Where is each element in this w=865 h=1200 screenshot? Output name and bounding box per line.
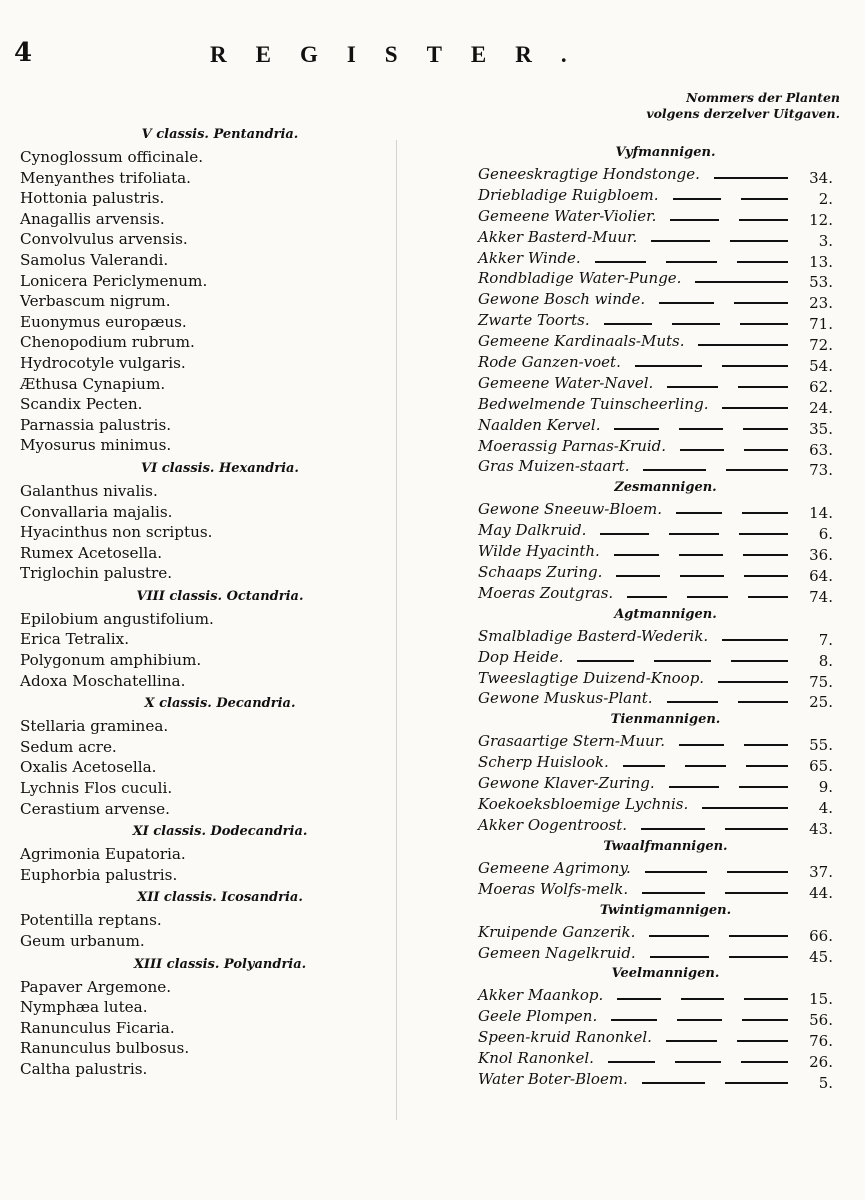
plant-latin-name: Geum urbanum. [20,932,145,950]
plant-dutch-name: Gemeene Agrimony. [478,858,631,877]
edition-number: 34. [809,169,833,187]
register-entry [478,562,853,586]
leader-dash [725,892,788,894]
leader-dash [698,344,788,346]
leader-dash [737,1040,788,1042]
class-heading: VI classis. Hexandria. [141,460,299,476]
leader-dash [729,935,789,937]
leader-dash [681,998,725,1000]
plant-latin-name: Lonicera Periclymenum. [20,271,208,290]
dutch-names-column [478,142,853,1090]
edition-number: 72. [809,336,833,355]
leader-dash [744,575,788,577]
plant-dutch-name: Akker Winde. [478,248,581,267]
section-heading: Tienmannigen. [610,712,721,728]
edition-number: 15. [809,990,833,1009]
leader-dash [673,198,721,200]
edition-number: 65. [809,757,833,776]
register-entry [478,626,853,647]
edition-number: 25. [809,693,833,712]
edition-number: 55. [809,736,833,755]
plant-latin-name: Æthusa Cynapium. [20,374,166,393]
plant-latin-name: Triglochin palustre. [20,564,173,583]
section-heading: Vyfmannigen. [615,145,716,160]
leader-dash [617,998,661,1000]
leader-dash [679,554,724,556]
plant-dutch-name: Knol Ranonkel. [478,1049,594,1068]
plant-dutch-name: Gemeene Water-Navel. [478,373,654,392]
register-entry [478,289,853,313]
register-entry [478,206,853,227]
leader-dash [659,302,714,304]
leader-dash [739,219,788,221]
leader-dash [669,533,718,535]
leader-dash [729,956,788,958]
class-heading: VIII classis. Octandria. [136,588,304,604]
plant-latin-name: Cerastium arvense. [20,799,170,818]
leader-dash [641,828,705,830]
plant-dutch-name: Scherp Huislook. [478,753,609,772]
leader-dash [742,1019,788,1021]
leader-dash [734,302,789,304]
leader-dash [651,240,710,242]
leader-dash [737,261,788,263]
plant-dutch-name: Zwarte Toorts. [478,311,590,330]
edition-number: 13. [809,252,833,271]
plant-latin-name: Convallaria majalis. [20,502,173,521]
edition-number: 71. [809,315,833,334]
leader-dash [577,660,634,662]
register-entry [478,499,853,523]
plant-latin-name: Adoxa Moschatellina. [20,671,186,690]
leader-dash [725,828,789,830]
leader-dash [649,935,709,937]
edition-number: 74. [809,587,833,606]
plant-dutch-name: Koekoeksbloemige Lychnis. [478,795,689,814]
register-entry [478,1006,853,1030]
register-entry [478,647,853,668]
edition-number: 45. [809,947,833,966]
section-heading: Twaalfmannigen. [603,838,728,854]
plant-dutch-name: Gewone Bosch winde. [478,290,646,309]
edition-number: 44. [809,883,833,902]
plant-dutch-name: Gemeene Water-Violier. [478,206,657,225]
leader-dash [627,596,667,598]
section-heading: Zesmannigen. [614,480,717,496]
register-entry [478,164,853,185]
plant-latin-name: Agrimonia Eupatoria. [20,845,186,864]
edition-number: 26. [809,1053,833,1072]
plant-latin-name: Oxalis Acetosella. [20,758,157,777]
class-heading: XI classis. Dodecandria. [132,824,308,840]
register-entry [478,541,853,565]
plant-dutch-name: Speen-kruid Ranonkel. [478,1028,652,1047]
register-entry [478,922,853,943]
leader-dash [669,786,719,788]
plant-latin-name: Cynoglossum officinale. [20,148,204,166]
register-entry [478,185,853,206]
leader-dash [739,786,789,788]
plant-dutch-name: Rode Ganzen-voet. [478,353,621,372]
register-entry [478,1048,853,1072]
class-heading: XII classis. Icosandria. [137,890,303,906]
leader-dash [616,575,660,577]
plant-latin-name: Chenopodium rubrum. [20,333,195,352]
leader-dash [702,807,788,809]
edition-number: 5. [818,1073,833,1092]
leader-dash [741,198,789,200]
plant-dutch-name: Naalden Kervel. [478,415,601,434]
leader-dash [666,261,717,263]
register-entry [478,248,853,269]
register-entry [478,331,853,355]
edition-number: 43. [809,819,833,838]
leader-dash [635,365,702,367]
plant-dutch-name: Gras Muizen-staart. [478,457,630,476]
leader-dash [741,1061,788,1063]
plant-latin-name: Hyacinthus non scriptus. [20,523,213,542]
plant-latin-name: Euonymus europæus. [20,312,187,331]
plant-latin-name: Ranunculus bulbosus. [20,1039,190,1058]
edition-number: 75. [809,672,833,691]
register-entry [478,1027,853,1051]
leader-dash [722,365,789,367]
register-entry [478,394,853,415]
class-heading: X classis. Decandria. [144,696,296,712]
edition-number: 3. [818,231,833,250]
leader-dash [744,449,788,451]
page-number: 4 [14,38,33,68]
plant-dutch-name: Gewone Muskus-Plant. [478,689,653,708]
class-heading: V classis. Pentandria. [141,127,299,142]
leader-dash [676,512,722,514]
plant-dutch-name: Moerassig Parnas-Kruid. [478,436,667,455]
register-entry [478,268,853,292]
plant-dutch-name: Bedwelmende Tuinscheerling. [478,394,709,413]
register-entry [478,688,853,712]
plant-latin-name: Anagallis arvensis. [20,209,165,228]
column-heading-line-2: volgens derzelver Uitgaven. [646,106,840,121]
edition-number: 64. [809,567,833,586]
plant-latin-name: Hottonia palustris. [20,189,165,208]
leader-dash [672,323,720,325]
register-entry [478,310,853,334]
class-heading: XIII classis. Polyandria. [133,956,307,972]
leader-dash [614,554,659,556]
edition-number: 12. [809,210,833,229]
leader-dash [746,765,788,767]
leader-dash [687,596,727,598]
plant-dutch-name: Moeras Wolfs-melk. [478,879,629,898]
section-heading: Veelmannigen. [611,966,720,982]
plant-latin-name: Rumex Acetosella. [20,543,163,562]
leader-dash [743,428,788,430]
plant-dutch-name: Geneeskragtige Hondstonge. [478,165,700,183]
leader-dash [677,1019,723,1021]
section-heading: Agtmannigen. [614,606,717,622]
plant-dutch-name: Rondbladige Water-Punge. [478,269,682,288]
leader-dash [738,386,789,388]
leader-dash [680,449,724,451]
edition-number: 14. [809,504,833,523]
leader-dash [718,681,788,683]
section-heading: Twintigmannigen. [599,902,732,918]
leader-dash [695,281,788,283]
leader-dash [731,660,788,662]
plant-dutch-name: Gewone Sneeuw-Bloem. [478,500,663,519]
edition-number: 66. [809,926,833,945]
edition-number: 63. [809,440,833,459]
register-entry [478,731,853,755]
edition-number: 76. [809,1032,833,1051]
leader-dash [675,1061,722,1063]
leader-dash [666,1040,717,1042]
leader-dash [643,469,706,471]
leader-dash [722,639,788,641]
leader-dash [608,1061,655,1063]
edition-number: 24. [809,398,833,417]
plant-dutch-name: Grasaartige Stern-Muur. [478,732,665,751]
register-entry [478,415,853,436]
plant-dutch-name: Tweeslagtige Duizend-Knoop. [478,668,705,687]
leader-dash [642,1082,705,1084]
register-entry [478,752,853,776]
plant-dutch-name: Dop Heide. [478,647,564,666]
plant-dutch-name: Gewone Klaver-Zuring. [478,774,655,793]
register-entry [478,520,853,544]
plant-latin-name: Potentilla reptans. [20,911,162,930]
plant-dutch-name: Wilde Hyacinth. [478,542,600,561]
leader-dash [722,407,788,409]
plant-latin-name: Hydrocotyle vulgaris. [20,353,186,372]
leader-dash [744,998,788,1000]
edition-number: 54. [809,357,833,376]
edition-number: 6. [818,525,833,544]
register-entry [478,436,853,457]
plant-dutch-name: Moeras Zoutgras. [478,583,614,602]
edition-number: 37. [809,862,833,881]
leader-dash [614,428,659,430]
plant-dutch-name: Akker Maankop. [478,986,604,1005]
register-entry [478,794,853,818]
edition-number: 35. [809,419,833,438]
leader-dash [604,323,652,325]
plant-latin-name: Convolvulus arvensis. [20,230,188,249]
leader-dash [600,533,649,535]
edition-number: 62. [809,377,833,396]
leader-dash [642,892,705,894]
plant-latin-name: Parnassia palustris. [20,415,172,434]
register-entry [478,879,853,900]
register-entry [478,1069,853,1090]
plant-dutch-name: Smalbladige Basterd-Wederik. [478,626,709,645]
leader-dash [726,469,789,471]
leader-dash [670,219,719,221]
register-entry [478,985,853,1009]
leader-dash [714,177,788,179]
edition-number: 56. [809,1011,833,1030]
plant-latin-name: Erica Tetralix. [20,630,130,649]
plant-dutch-name: Gemeen Nagelkruid. [478,943,636,962]
plant-dutch-name: Geele Plompen. [478,1007,598,1026]
leader-dash [739,533,788,535]
edition-number: 8. [818,651,833,670]
column-heading [630,90,840,122]
register-entry [478,227,853,248]
plant-dutch-name: Schaaps Zuring. [478,563,603,582]
plant-dutch-name: May Dalkruid. [478,521,587,540]
plant-latin-name: Caltha palustris. [20,1059,148,1078]
edition-number: 53. [809,273,833,292]
register-entry [478,815,853,836]
leader-dash [685,765,727,767]
plant-dutch-name: Driebladige Ruigbloem. [478,185,659,204]
leader-dash [727,871,789,873]
leader-dash [611,1019,657,1021]
leader-dash [667,701,718,703]
register-entry [478,858,853,879]
register-entry [478,352,853,376]
edition-number: 73. [809,461,833,480]
latin-names-column [20,122,400,1080]
register-entry [478,583,853,604]
plant-latin-name: Epilobium angustifolium. [20,609,214,628]
leader-dash [725,1082,788,1084]
plant-latin-name: Verbascum nigrum. [20,292,171,311]
edition-number: 2. [818,189,833,208]
edition-number: 4. [818,799,833,818]
plant-dutch-name: Water Boter-Bloem. [478,1069,628,1088]
plant-latin-name: Galanthus nivalis. [20,481,158,500]
edition-number: 36. [809,546,833,565]
leader-dash [667,386,718,388]
plant-latin-name: Myosurus minimus. [20,436,172,455]
plant-latin-name: Euphorbia palustris. [20,865,178,884]
leader-dash [595,261,646,263]
leader-dash [740,323,788,325]
leader-dash [650,956,709,958]
leader-dash [744,744,789,746]
edition-number: 9. [818,778,833,797]
leader-dash [645,871,707,873]
plant-latin-name: Stellaria graminea. [20,717,169,736]
leader-dash [680,575,724,577]
leader-dash [623,765,665,767]
plant-dutch-name: Gemeene Kardinaals-Muts. [478,332,685,351]
leader-dash [730,240,789,242]
plant-latin-name: Nymphæa lutea. [20,998,148,1017]
leader-dash [679,744,724,746]
register-entry [478,456,853,480]
plant-dutch-name: Kruipende Ganzerik. [478,922,636,941]
leader-dash [743,554,788,556]
edition-number: 23. [809,294,833,313]
edition-number: 7. [818,630,833,649]
plant-latin-name: Ranunculus Ficaria. [20,1018,175,1037]
plant-latin-name: Lychnis Flos cuculi. [20,779,173,798]
plant-latin-name: Samolus Valerandi. [20,250,169,269]
register-entry [478,773,853,797]
leader-dash [748,596,788,598]
plant-latin-name: Sedum acre. [20,737,117,756]
plant-latin-name: Menyanthes trifoliata. [20,168,191,187]
register-entry [478,943,853,964]
leader-dash [654,660,711,662]
plant-dutch-name: Akker Basterd-Muur. [478,227,638,246]
plant-latin-name: Papaver Argemone. [20,977,172,996]
column-heading-line-1: Nommers der Planten [686,90,840,105]
plant-latin-name: Polygonum amphibium. [20,651,202,670]
plant-dutch-name: Akker Oogentroost. [478,815,628,834]
leader-dash [679,428,724,430]
leader-dash [742,512,788,514]
register-entry [478,373,853,394]
running-title: REGISTER. [210,42,596,67]
leader-dash [738,701,789,703]
plant-latin-name: Scandix Pecten. [20,395,143,414]
register-entry [478,668,853,689]
